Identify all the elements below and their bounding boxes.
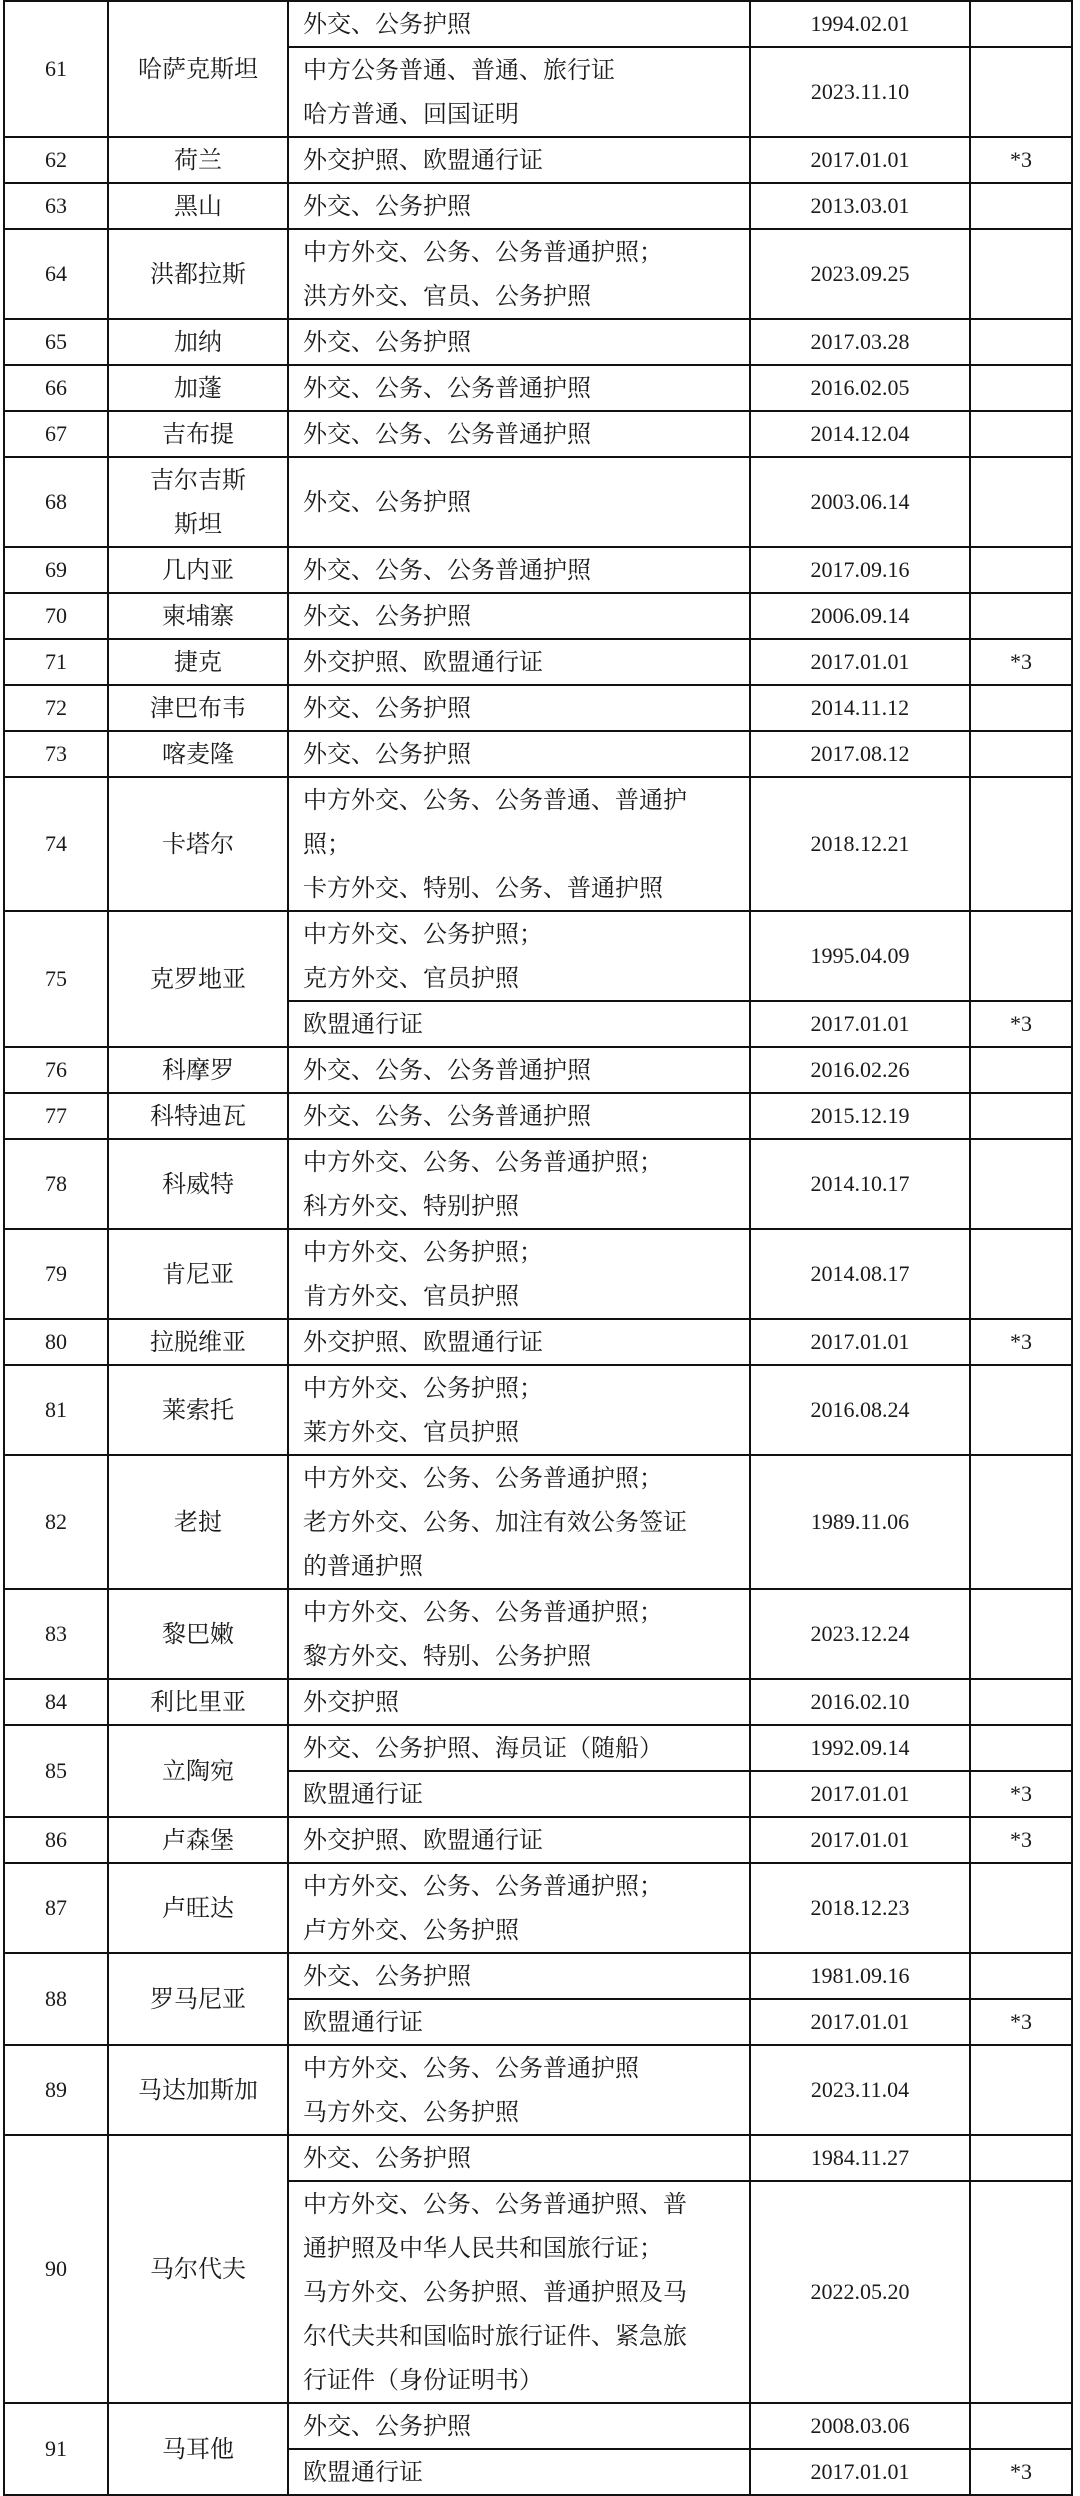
country-name-line: 拉脱维亚 [150, 1328, 246, 1356]
country-name-line: 老挝 [174, 1508, 222, 1536]
row-number: 65 [4, 319, 108, 365]
country-name-line: 莱索托 [162, 1396, 234, 1424]
effective-date: 2017.01.01 [750, 1817, 970, 1863]
footnote-mark [970, 1589, 1072, 1679]
passport-types-line: 中方外交、公务护照； [303, 1238, 543, 1266]
country-name-line: 科威特 [162, 1170, 234, 1198]
country-name-line: 津巴布韦 [150, 694, 246, 722]
row-number: 89 [4, 2045, 108, 2135]
footnote-mark [970, 1953, 1072, 1999]
effective-date: 2014.10.17 [750, 1139, 970, 1229]
country-name-line: 马耳他 [162, 2435, 234, 2463]
passport-types-line: 马方外交、公务护照、普通护照及马 [303, 2278, 687, 2306]
passport-types-line: 欧盟通行证 [303, 2008, 423, 2036]
row-number: 84 [4, 1679, 108, 1725]
country-name [108, 457, 288, 547]
table-row [4, 365, 1072, 411]
passport-types [288, 47, 750, 137]
effective-date: 2023.11.10 [750, 47, 970, 137]
effective-date: 2014.08.17 [750, 1229, 970, 1319]
row-number: 91 [4, 2403, 108, 2495]
country-name-line: 洪都拉斯 [150, 260, 246, 288]
footnote-mark [970, 685, 1072, 731]
country-name-line: 斯坦 [174, 510, 222, 538]
row-number: 87 [4, 1863, 108, 1953]
row-number: 88 [4, 1953, 108, 2045]
table-row [4, 1047, 1072, 1093]
effective-date: 2016.02.10 [750, 1679, 970, 1725]
passport-types [288, 2135, 750, 2181]
footnote-mark [970, 2181, 1072, 2403]
passport-types [288, 1229, 750, 1319]
passport-types-line: 马方外交、公务护照 [303, 2098, 519, 2126]
effective-date: 2017.01.01 [750, 2449, 970, 2495]
passport-types [288, 911, 750, 1001]
row-number: 70 [4, 593, 108, 639]
country-name [108, 1229, 288, 1319]
passport-types [288, 183, 750, 229]
passport-types [288, 2449, 750, 2495]
passport-types-line: 外交、公务护照 [303, 2144, 471, 2172]
country-name [108, 1725, 288, 1817]
country-name-line: 卢旺达 [162, 1894, 234, 1922]
passport-types-line: 外交、公务、公务普通护照 [303, 1056, 591, 1084]
row-number: 78 [4, 1139, 108, 1229]
footnote-mark [970, 777, 1072, 911]
footnote-mark [970, 319, 1072, 365]
row-number: 82 [4, 1455, 108, 1589]
passport-types-line: 中方外交、公务护照； [303, 1374, 543, 1402]
country-name [108, 1455, 288, 1589]
country-name [108, 1863, 288, 1953]
passport-types-line: 的普通护照 [303, 1552, 423, 1580]
country-name-line: 卢森堡 [162, 1826, 234, 1854]
country-name [108, 411, 288, 457]
table-body [4, 1, 1072, 2495]
country-name-line: 捷克 [174, 648, 222, 676]
footnote-mark [970, 1093, 1072, 1139]
passport-types [288, 1139, 750, 1229]
passport-types [288, 2181, 750, 2403]
table-row [4, 137, 1072, 183]
table-row [4, 1679, 1072, 1725]
table-row [4, 777, 1072, 911]
country-name [108, 1679, 288, 1725]
effective-date: 2022.05.20 [750, 2181, 970, 2403]
visa-exemption-table [3, 0, 1073, 2496]
effective-date: 1984.11.27 [750, 2135, 970, 2181]
passport-types-line: 外交、公务、公务普通护照 [303, 556, 591, 584]
passport-types-line: 外交护照、欧盟通行证 [303, 648, 543, 676]
passport-types-line: 外交、公务、公务普通护照 [303, 1102, 591, 1130]
passport-types [288, 1999, 750, 2045]
country-name-line: 柬埔寨 [162, 602, 234, 630]
footnote-mark: *3 [970, 1999, 1072, 2045]
table-row [4, 1953, 1072, 1999]
country-name [108, 1953, 288, 2045]
passport-types [288, 319, 750, 365]
footnote-mark [970, 1229, 1072, 1319]
country-name-line: 吉布提 [162, 420, 234, 448]
passport-types-line: 行证件（身份证明书） [303, 2366, 543, 2394]
row-number: 75 [4, 911, 108, 1047]
row-number: 81 [4, 1365, 108, 1455]
row-number: 67 [4, 411, 108, 457]
footnote-mark [970, 411, 1072, 457]
row-number: 72 [4, 685, 108, 731]
passport-types-line: 外交、公务护照 [303, 602, 471, 630]
country-name [108, 911, 288, 1047]
footnote-mark [970, 1679, 1072, 1725]
table-row [4, 1365, 1072, 1455]
passport-types-line: 中方外交、公务、公务普通护照； [303, 1148, 663, 1176]
effective-date: 2018.12.23 [750, 1863, 970, 1953]
passport-types-line: 外交、公务护照 [303, 328, 471, 356]
footnote-mark [970, 1365, 1072, 1455]
footnote-mark [970, 2135, 1072, 2181]
passport-types-line: 老方外交、公务、加注有效公务签证 [303, 1508, 687, 1536]
passport-types [288, 1, 750, 47]
passport-types [288, 1953, 750, 1999]
effective-date: 2023.11.04 [750, 2045, 970, 2135]
table-row [4, 2403, 1072, 2449]
country-name [108, 1319, 288, 1365]
country-name [108, 547, 288, 593]
passport-types-line: 中方外交、公务护照； [303, 920, 543, 948]
passport-types-line: 莱方外交、官员护照 [303, 1418, 519, 1446]
table-row [4, 319, 1072, 365]
effective-date: 1981.09.16 [750, 1953, 970, 1999]
footnote-mark: *3 [970, 2449, 1072, 2495]
passport-types [288, 1455, 750, 1589]
footnote-mark [970, 183, 1072, 229]
effective-date: 2017.01.01 [750, 137, 970, 183]
country-name-line: 克罗地亚 [150, 965, 246, 993]
effective-date: 2017.01.01 [750, 1771, 970, 1817]
footnote-mark [970, 1, 1072, 47]
passport-types [288, 547, 750, 593]
country-name-line: 加纳 [174, 328, 222, 356]
country-name [108, 137, 288, 183]
country-name-line: 黑山 [174, 192, 222, 220]
footnote-mark [970, 457, 1072, 547]
passport-types-line: 卡方外交、特别、公务、普通护照 [303, 874, 663, 902]
country-name [108, 1093, 288, 1139]
country-name [108, 229, 288, 319]
country-name [108, 2403, 288, 2495]
passport-types-line: 中方外交、公务、公务普通护照、普 [303, 2190, 687, 2218]
passport-types-line: 卢方外交、公务护照 [303, 1916, 519, 1944]
effective-date: 1994.02.01 [750, 1, 970, 47]
country-name-line: 马尔代夫 [150, 2255, 246, 2283]
effective-date: 2008.03.06 [750, 2403, 970, 2449]
effective-date: 2017.01.01 [750, 639, 970, 685]
passport-types-line: 欧盟通行证 [303, 2458, 423, 2486]
table-row [4, 1229, 1072, 1319]
effective-date: 2006.09.14 [750, 593, 970, 639]
row-number: 62 [4, 137, 108, 183]
country-name [108, 685, 288, 731]
footnote-mark: *3 [970, 1319, 1072, 1365]
country-name [108, 777, 288, 911]
table-row [4, 229, 1072, 319]
row-number: 83 [4, 1589, 108, 1679]
effective-date: 2017.01.01 [750, 1001, 970, 1047]
effective-date: 2013.03.01 [750, 183, 970, 229]
passport-types-line: 中方外交、公务、公务普通、普通护 [303, 786, 687, 814]
passport-types-line: 外交、公务护照 [303, 740, 471, 768]
passport-types [288, 1725, 750, 1771]
row-number: 85 [4, 1725, 108, 1817]
effective-date: 2023.09.25 [750, 229, 970, 319]
country-name-line: 喀麦隆 [162, 740, 234, 768]
footnote-mark [970, 2403, 1072, 2449]
footnote-mark [970, 593, 1072, 639]
footnote-mark [970, 1455, 1072, 1589]
row-number: 63 [4, 183, 108, 229]
passport-types-line: 黎方外交、特别、公务护照 [303, 1642, 591, 1670]
passport-types-line: 克方外交、官员护照 [303, 964, 519, 992]
passport-types [288, 1863, 750, 1953]
row-number: 77 [4, 1093, 108, 1139]
effective-date: 2017.08.12 [750, 731, 970, 777]
table-row [4, 547, 1072, 593]
table-row [4, 411, 1072, 457]
passport-types-line: 外交、公务、公务普通护照 [303, 420, 591, 448]
table-row [4, 911, 1072, 1001]
effective-date: 2016.02.26 [750, 1047, 970, 1093]
effective-date: 2017.03.28 [750, 319, 970, 365]
passport-types-line: 外交护照、欧盟通行证 [303, 1328, 543, 1356]
country-name-line: 肯尼亚 [162, 1260, 234, 1288]
footnote-mark [970, 1047, 1072, 1093]
row-number: 71 [4, 639, 108, 685]
row-number: 79 [4, 1229, 108, 1319]
passport-types-line: 外交、公务护照 [303, 1962, 471, 1990]
passport-types-line: 中方外交、公务、公务普通护照； [303, 238, 663, 266]
table-row [4, 1093, 1072, 1139]
passport-types [288, 1093, 750, 1139]
country-name [108, 1139, 288, 1229]
effective-date: 2016.02.05 [750, 365, 970, 411]
country-name [108, 2135, 288, 2403]
passport-types-line: 外交、公务护照 [303, 694, 471, 722]
passport-types [288, 457, 750, 547]
row-number: 61 [4, 1, 108, 137]
passport-types [288, 137, 750, 183]
effective-date: 2018.12.21 [750, 777, 970, 911]
passport-types-line: 照； [303, 830, 351, 858]
footnote-mark: *3 [970, 1817, 1072, 1863]
row-number: 69 [4, 547, 108, 593]
table-row [4, 593, 1072, 639]
footnote-mark [970, 911, 1072, 1001]
passport-types [288, 1589, 750, 1679]
effective-date: 2017.09.16 [750, 547, 970, 593]
footnote-mark: *3 [970, 137, 1072, 183]
effective-date: 2015.12.19 [750, 1093, 970, 1139]
passport-types-line: 外交、公务护照、海员证（随船） [303, 1734, 663, 1762]
table-row [4, 2135, 1072, 2181]
table-row [4, 1319, 1072, 1365]
passport-types-line: 通护照及中华人民共和国旅行证； [303, 2234, 663, 2262]
table-row [4, 183, 1072, 229]
passport-types [288, 2045, 750, 2135]
passport-types [288, 365, 750, 411]
country-name-line: 马达加斯加 [138, 2076, 258, 2104]
passport-types-line: 外交、公务护照 [303, 10, 471, 38]
effective-date: 1992.09.14 [750, 1725, 970, 1771]
country-name [108, 639, 288, 685]
passport-types-line: 外交护照 [303, 1688, 399, 1716]
passport-types-line: 中方外交、公务、公务普通护照 [303, 2054, 639, 2082]
country-name-line: 吉尔吉斯 [150, 466, 246, 494]
footnote-mark [970, 731, 1072, 777]
country-name [108, 593, 288, 639]
country-name [108, 1589, 288, 1679]
passport-types-line: 中方外交、公务、公务普通护照； [303, 1464, 663, 1492]
country-name-line: 哈萨克斯坦 [138, 55, 258, 83]
passport-types-line: 洪方外交、官员、公务护照 [303, 282, 591, 310]
country-name-line: 加蓬 [174, 374, 222, 402]
table-row [4, 1139, 1072, 1229]
country-name-line: 罗马尼亚 [150, 1985, 246, 2013]
country-name-line: 荷兰 [174, 146, 222, 174]
passport-types-line: 外交、公务、公务普通护照 [303, 374, 591, 402]
footnote-mark [970, 2045, 1072, 2135]
table-row [4, 457, 1072, 547]
footnote-mark [970, 1139, 1072, 1229]
row-number: 74 [4, 777, 108, 911]
passport-types [288, 685, 750, 731]
passport-types [288, 639, 750, 685]
country-name-line: 黎巴嫩 [162, 1620, 234, 1648]
passport-types [288, 411, 750, 457]
passport-types-line: 尔代夫共和国临时旅行证件、紧急旅 [303, 2322, 687, 2350]
footnote-mark: *3 [970, 1001, 1072, 1047]
passport-types [288, 1365, 750, 1455]
footnote-mark: *3 [970, 639, 1072, 685]
passport-types [288, 593, 750, 639]
effective-date: 2016.08.24 [750, 1365, 970, 1455]
passport-types [288, 1319, 750, 1365]
passport-types [288, 777, 750, 911]
country-name-line: 几内亚 [162, 556, 234, 584]
passport-types-line: 欧盟通行证 [303, 1010, 423, 1038]
passport-types [288, 1001, 750, 1047]
row-number: 86 [4, 1817, 108, 1863]
effective-date: 2017.01.01 [750, 1999, 970, 2045]
passport-types [288, 2403, 750, 2449]
effective-date: 2014.11.12 [750, 685, 970, 731]
country-name-line: 科摩罗 [162, 1056, 234, 1084]
country-name [108, 731, 288, 777]
footnote-mark [970, 1725, 1072, 1771]
footnote-mark [970, 1863, 1072, 1953]
table-row [4, 639, 1072, 685]
footnote-mark: *3 [970, 1771, 1072, 1817]
passport-types-line: 欧盟通行证 [303, 1780, 423, 1808]
effective-date: 2003.06.14 [750, 457, 970, 547]
country-name [108, 183, 288, 229]
passport-types-line: 肯方外交、官员护照 [303, 1282, 519, 1310]
passport-types-line: 外交、公务护照 [303, 192, 471, 220]
passport-types-line: 外交、公务护照 [303, 488, 471, 516]
table-row [4, 1455, 1072, 1589]
passport-types-line: 哈方普通、回国证明 [303, 100, 519, 128]
row-number: 80 [4, 1319, 108, 1365]
row-number: 68 [4, 457, 108, 547]
footnote-mark [970, 47, 1072, 137]
row-number: 66 [4, 365, 108, 411]
table-row [4, 1725, 1072, 1771]
country-name [108, 1817, 288, 1863]
passport-types [288, 1771, 750, 1817]
passport-types-line: 中方外交、公务、公务普通护照； [303, 1872, 663, 1900]
passport-types-line: 中方外交、公务、公务普通护照； [303, 1598, 663, 1626]
passport-types-line: 中方公务普通、普通、旅行证 [303, 56, 615, 84]
table-row [4, 2045, 1072, 2135]
country-name [108, 319, 288, 365]
passport-types [288, 1679, 750, 1725]
passport-types [288, 1817, 750, 1863]
row-number: 73 [4, 731, 108, 777]
passport-types-line: 外交护照、欧盟通行证 [303, 146, 543, 174]
country-name-line: 卡塔尔 [162, 830, 234, 858]
footnote-mark [970, 365, 1072, 411]
country-name [108, 1047, 288, 1093]
row-number: 64 [4, 229, 108, 319]
country-name [108, 365, 288, 411]
country-name-line: 科特迪瓦 [150, 1102, 246, 1130]
table-row [4, 1863, 1072, 1953]
country-name [108, 1365, 288, 1455]
passport-types [288, 1047, 750, 1093]
row-number: 76 [4, 1047, 108, 1093]
passport-types-line: 外交护照、欧盟通行证 [303, 1826, 543, 1854]
passport-types [288, 229, 750, 319]
effective-date: 2014.12.04 [750, 411, 970, 457]
table-row [4, 731, 1072, 777]
effective-date: 1995.04.09 [750, 911, 970, 1001]
passport-types-line: 科方外交、特别护照 [303, 1192, 519, 1220]
passport-types [288, 731, 750, 777]
footnote-mark [970, 547, 1072, 593]
table-row [4, 685, 1072, 731]
table-row [4, 1589, 1072, 1679]
effective-date: 1989.11.06 [750, 1455, 970, 1589]
country-name [108, 2045, 288, 2135]
country-name-line: 利比里亚 [150, 1688, 246, 1716]
table-row [4, 1817, 1072, 1863]
passport-types-line: 外交、公务护照 [303, 2412, 471, 2440]
effective-date: 2017.01.01 [750, 1319, 970, 1365]
country-name [108, 1, 288, 137]
effective-date: 2023.12.24 [750, 1589, 970, 1679]
footnote-mark [970, 229, 1072, 319]
table-row [4, 1, 1072, 47]
country-name-line: 立陶宛 [162, 1757, 234, 1785]
row-number: 90 [4, 2135, 108, 2403]
